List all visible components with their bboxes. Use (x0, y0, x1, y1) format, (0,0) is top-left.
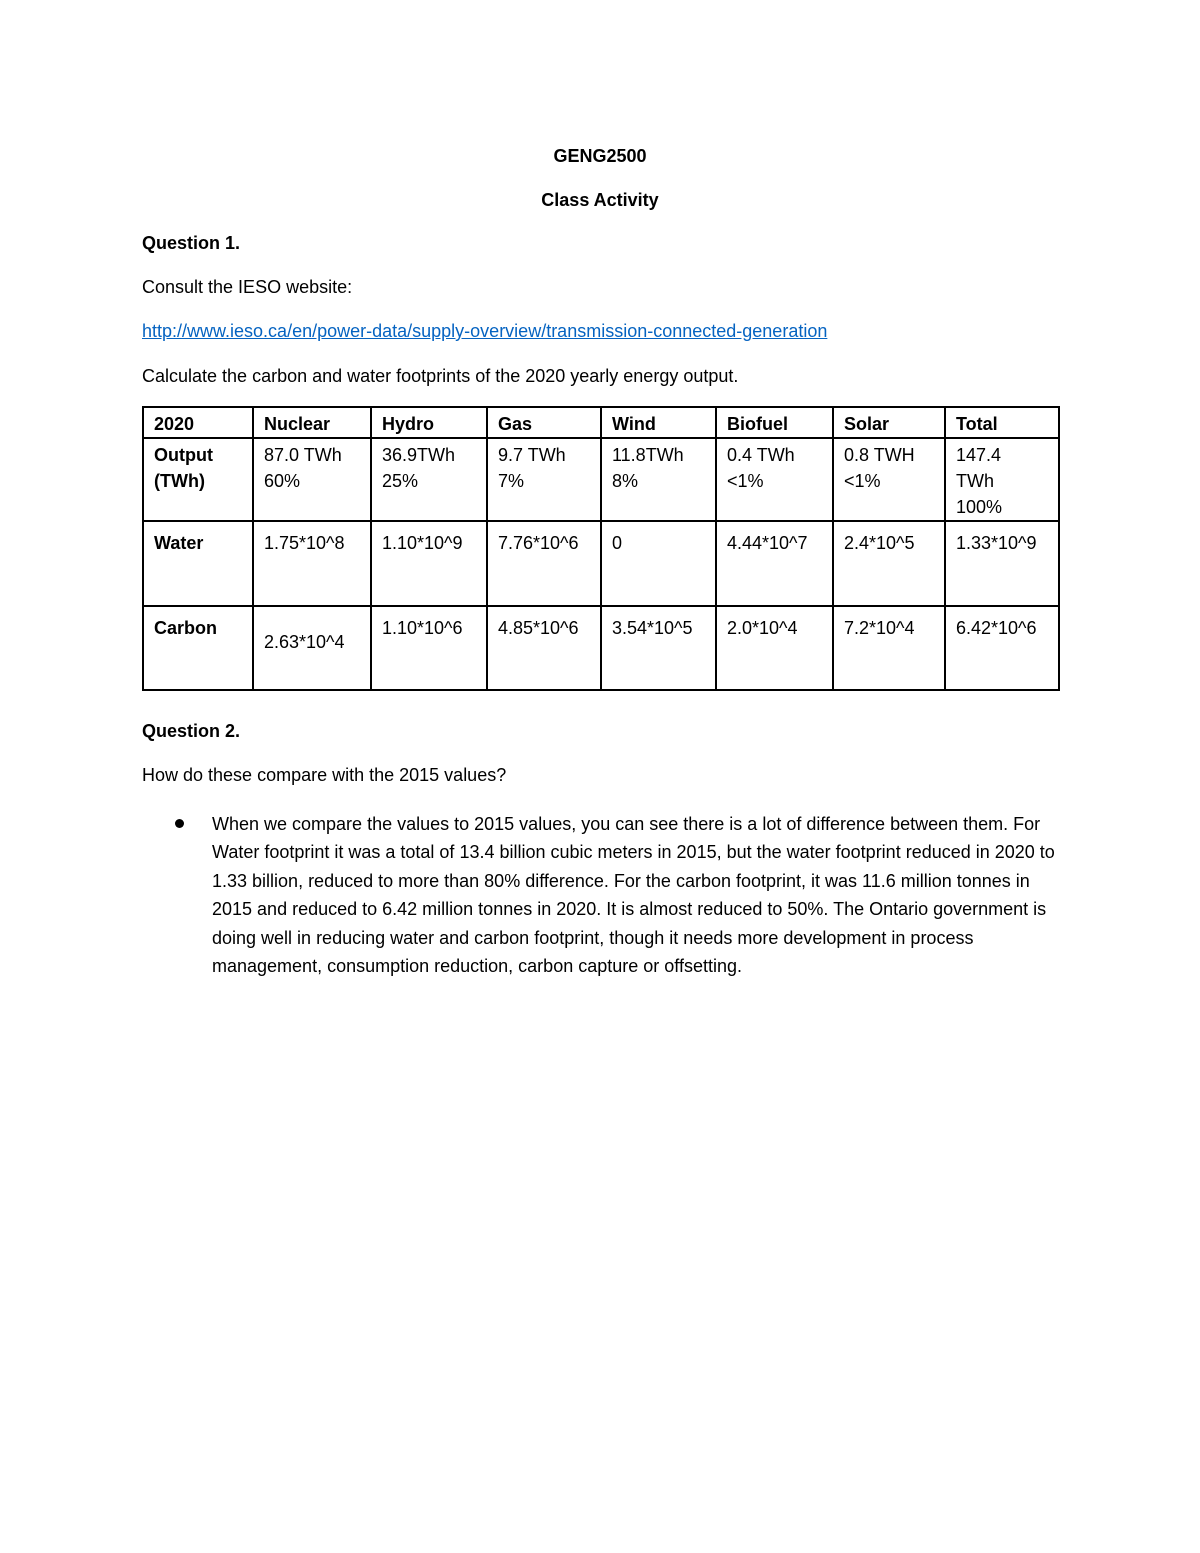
table-cell (253, 438, 371, 521)
row-label-water: Water (143, 521, 253, 606)
cell-line: 0.4 TWh (727, 445, 795, 465)
table-cell: 4.85*10^6 (487, 606, 601, 690)
header-cell: Hydro (371, 407, 487, 438)
table-cell: 3.54*10^5 (601, 606, 716, 690)
cell-line: <1% (727, 471, 764, 491)
table-cell: 6.42*10^6 (945, 606, 1059, 690)
cell-line: 100% (956, 497, 1003, 517)
table-cell (945, 438, 1059, 521)
cell-line: 25% (382, 471, 419, 491)
cell-line: 8% (612, 471, 639, 491)
answer-text: When we compare the values to 2015 values, you can see there is a lot of difference between them. For Water footprint it was a total of 13.4 billion cubic meters in 2015, but the water footprint reduced in 2020 to 1.33 billion, reduced to more than 80% difference. For the carbon footprint, it was 11.6 million tonnes in 2015 and reduced to 6.42 million tonnes in 2020. It is almost reduced to 50%. The Ontario government is doing well in reducing water and carbon footprint, though it needs more development in process management, consumption reduction, carbon capture or offsetting. (212, 814, 1055, 977)
bullet-icon (175, 819, 184, 828)
table-cell: 4.44*10^7 (716, 521, 833, 606)
header-cell: Biofuel (716, 407, 833, 438)
cell-value: 2.63*10^4 (264, 632, 345, 652)
table-cell: 1.33*10^9 (945, 521, 1059, 606)
table-cell (716, 438, 833, 521)
cell-line: 11.8TWh (612, 445, 684, 465)
table-cell: 1.10*10^6 (371, 606, 487, 690)
question-1-task: Calculate the carbon and water footprints of the 2020 yearly energy output. (142, 366, 739, 386)
table-cell: 7.2*10^4 (833, 606, 945, 690)
table-cell: 1.75*10^8 (253, 521, 371, 606)
table-cell: 2.4*10^5 (833, 521, 945, 606)
table-cell (371, 438, 487, 521)
header-cell: Nuclear (253, 407, 371, 438)
cell-line: <1% (844, 471, 881, 491)
course-code: GENG2500 (553, 146, 647, 166)
row-label-output (143, 438, 253, 521)
table-cell (253, 606, 371, 690)
table-cell (601, 438, 716, 521)
header-cell: Solar (833, 407, 945, 438)
header-cell: Gas (487, 407, 601, 438)
table-row-carbon (143, 606, 1059, 690)
question-2-prompt: How do these compare with the 2015 values? (142, 765, 507, 785)
table-cell: 1.10*10^9 (371, 521, 487, 606)
table-cell: 2.0*10^4 (716, 606, 833, 690)
table-cell: 0 (601, 521, 716, 606)
table-row-output (143, 438, 1059, 521)
header-cell: Total (945, 407, 1059, 438)
cell-line: 0.8 TWH (844, 445, 915, 465)
cell-line: 147.4 (956, 445, 1002, 465)
cell-line: 60% (264, 471, 301, 491)
cell-line: 7% (498, 471, 525, 491)
row-label-carbon: Carbon (143, 606, 253, 690)
ieso-link[interactable]: http://www.ieso.ca/en/power-data/supply-overview/transmission-connected-generation (142, 321, 828, 341)
document-subtitle: Class Activity (541, 190, 659, 210)
table-cell: 7.76*10^6 (487, 521, 601, 606)
cell-line: 87.0 TWh (264, 445, 342, 465)
header-cell: Wind (601, 407, 716, 438)
cell-line: 9.7 TWh (498, 445, 566, 465)
table-header-row (143, 407, 1059, 438)
header-cell: 2020 (143, 407, 253, 438)
table-cell (833, 438, 945, 521)
table-cell (487, 438, 601, 521)
footprint-table (142, 406, 1060, 691)
cell-line: 36.9TWh (382, 445, 456, 465)
question-1-heading: Question 1. (142, 233, 241, 253)
row-label-line: (TWh) (154, 471, 205, 491)
question-1-instruction: Consult the IESO website: (142, 277, 353, 297)
row-label-line: Output (154, 445, 213, 465)
cell-line: TWh (956, 471, 994, 491)
table-row-water (143, 521, 1059, 606)
question-2-heading: Question 2. (142, 721, 241, 741)
